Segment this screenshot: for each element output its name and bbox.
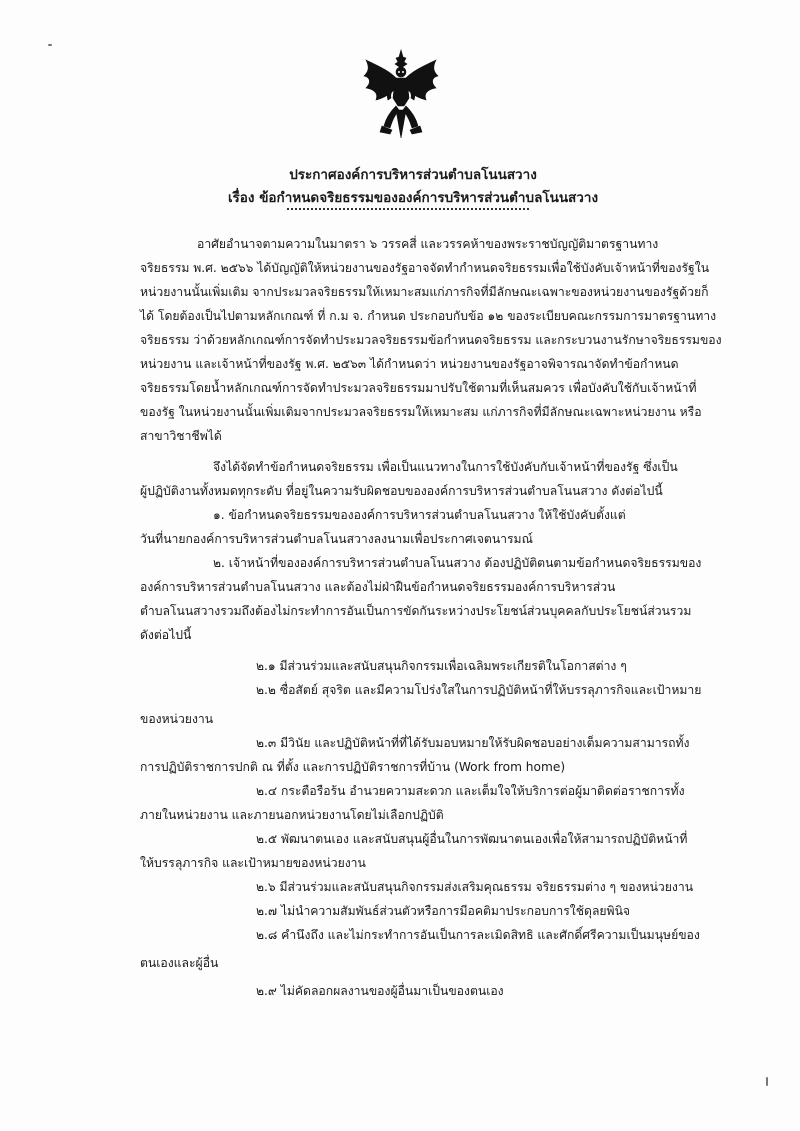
announcement-title: ประกาศองค์การบริหารส่วนตำบลโนนสวาง xyxy=(289,167,537,183)
sub-clause-2-1: ๒.๑ มีส่วนร่วมและสนับสนุนกิจกรรมเพื่อเฉลิมพระเกียรติในโอกาสต่าง ๆ xyxy=(256,659,627,673)
body-line: ได้ โดยต้องเป็นไปตามหลักเกณฑ์ ที่ ก.ม จ. กำหนด ประกอบกับข้อ ๑๒ ของระเบียบคณะกรรมการมาตรฐานทาง xyxy=(140,309,717,323)
sub-clause-2-3: ๒.๓ มีวินัย และปฏิบัติหน้าที่ที่ได้รับมอบหมายให้รับผิดชอบอย่างเต็มความสามารถทั้ง xyxy=(256,736,690,750)
clause-2: ๒. เจ้าหน้าที่ขององค์การบริหารส่วนตำบลโนนสวาง ต้องปฏิบัติตนตามข้อกำหนดจริยธรรมของ xyxy=(213,556,702,570)
sub-clause-2-3-continuation: การปฏิบัติราชการปกติ ณ ที่ตั้ง และการปฏิบัติราชการที่บ้าน (Work from home) xyxy=(140,760,566,774)
announcement-subject: เรื่อง ข้อกำหนดจริยธรรมขององค์การบริหารส่วนตำบลโนนสวาง xyxy=(227,190,599,206)
body-line: จึงได้จัดทำข้อกำหนดจริยธรรม เพื่อเป็นแนวทางในการใช้บังคับกับเจ้าหน้าที่ของรัฐ ซึ่งเป็น xyxy=(213,460,678,474)
sub-clause-2-7: ๒.๗ ไม่นำความสัมพันธ์ส่วนตัวหรือการมีอคติมาประกอบการใช้ดุลยพินิจ xyxy=(256,904,631,918)
sub-clause-2-5-continuation: ให้บรรลุภารกิจ และเป้าหมายของหน่วยงาน xyxy=(140,856,366,870)
body-line: ของรัฐ ในหน่วยงานนั้นเพิ่มเติมจากประมวลจริยธรรมให้เหมาะสม แก่ภารกิจที่มีลักษณะเฉพาะหน่วยงาน หรือ xyxy=(140,405,702,419)
body-line: ผู้ปฏิบัติงานทั้งหมดทุกระดับ ที่อยู่ในความรับผิดชอบขององค์การบริหารส่วนตำบลโนนสวาง ดังต่อไปนี้ xyxy=(140,484,663,498)
sub-clause-2-2: ๒.๒ ซื่อสัตย์ สุจริต และมีความโปร่งใสในการปฏิบัติหน้าที่ให้บรรลุภารกิจและเป้าหมาย xyxy=(256,683,702,697)
body-line: จริยธรรม ว่าด้วยหลักเกณฑ์การจัดทำประมวลจริยธรรมข้อกำหนดจริยธรรม และกระบวนงานรักษาจริยธรรมของ xyxy=(140,333,722,347)
body-line: สาขาวิชาชีพได้ xyxy=(140,429,222,443)
scan-speck xyxy=(48,44,52,46)
sub-clause-2-2-continuation: ของหน่วยงาน xyxy=(140,712,214,726)
sub-clause-2-4-continuation: ภายในหน่วยงาน และภายนอกหน่วยงานโดยไม่เลือกปฏิบัติ xyxy=(140,808,444,822)
garuda-emblem-icon xyxy=(360,48,442,140)
body-line: จริยธรรมโดยน้ำหลักเกณฑ์การจัดทำประมวลจริยธรรมมาปรับใช้ตามที่เห็นสมควร เพื่อบังคับใช้กับเจ้าหน้าที่ xyxy=(140,381,697,395)
body-line: อาศัยอำนาจตามความในมาตรา ๖ วรรคสี่ และวรรคห้าของพระราชบัญญัติมาตรฐานทาง xyxy=(197,237,659,251)
clause-2-continuation: องค์การบริหารส่วนตำบลโนนสวาง และต้องไม่ฝ่าฝืนข้อกำหนดจริยธรรมองค์การบริหารส่วน xyxy=(140,580,616,594)
sub-clause-2-8-continuation: ตนเองและผู้อื่น xyxy=(140,956,219,970)
clause-1: ๑. ข้อกำหนดจริยธรรมขององค์การบริหารส่วนตำบลโนนสวาง ให้ใช้บังคับตั้งแต่ xyxy=(213,508,626,522)
body-line: หน่วยงาน และเจ้าหน้าที่ของรัฐ พ.ศ. ๒๕๖๓ ได้กำหนดว่า หน่วยงานของรัฐอาจพิจารณาจัดทำข้อกำหนด xyxy=(140,357,679,371)
clause-2-continuation: ตำบลโนนสวางรวมถึงต้องไม่กระทำการอันเป็นการขัดกันระหว่างประโยชน์ส่วนบุคคลกับประโยชน์ส่วนรวม xyxy=(140,604,692,618)
sub-clause-2-8: ๒.๘ คำนึงถึง และไม่กระทำการอันเป็นการละเมิดสิทธิ และศักดิ์ศรีความเป็นมนุษย์ของ xyxy=(256,928,700,942)
clause-1-continuation: วันที่นายกองค์การบริหารส่วนตำบลโนนสวางลงนามเพื่อประกาศเจตนารมณ์ xyxy=(140,532,533,546)
sub-clause-2-5: ๒.๕ พัฒนาตนเอง และสนับสนุนผู้อื่นในการพัฒนาตนเองเพื่อให้สามารถปฏิบัติหน้าที่ xyxy=(256,832,688,846)
sub-clause-2-6: ๒.๖ มีส่วนร่วมและสนับสนุนกิจกรรมส่งเสริมคุณธรรม จริยธรรมต่าง ๆ ของหน่วยงาน xyxy=(256,880,694,894)
scan-speck xyxy=(766,1077,768,1086)
sub-clause-2-9: ๒.๙ ไม่คัดลอกผลงานของผู้อื่นมาเป็นของตนเอง xyxy=(256,984,504,998)
title-separator xyxy=(287,208,529,210)
body-line: หน่วยงานนั้นเพิ่มเติม จากประมวลจริยธรรมให้เหมาะสมแก่ภารกิจที่มีลักษณะเฉพาะของหน่วยงานของรัฐด้วยก็ xyxy=(140,285,709,299)
sub-clause-2-4: ๒.๔ กระตือรือร้น อำนวยความสะดวก และเต็มใจให้บริการต่อผู้มาติดต่อราชการทั้ง xyxy=(256,784,685,798)
clause-2-continuation: ดังต่อไปนี้ xyxy=(140,628,192,642)
body-line: จริยธรรม พ.ศ. ๒๕๖๖ ได้บัญญัติให้หน่วยงานของรัฐอาจจัดทำกำหนดจริยธรรมเพื่อใช้บังคับเจ้าหน้าที่ของรัฐใน xyxy=(140,261,710,275)
